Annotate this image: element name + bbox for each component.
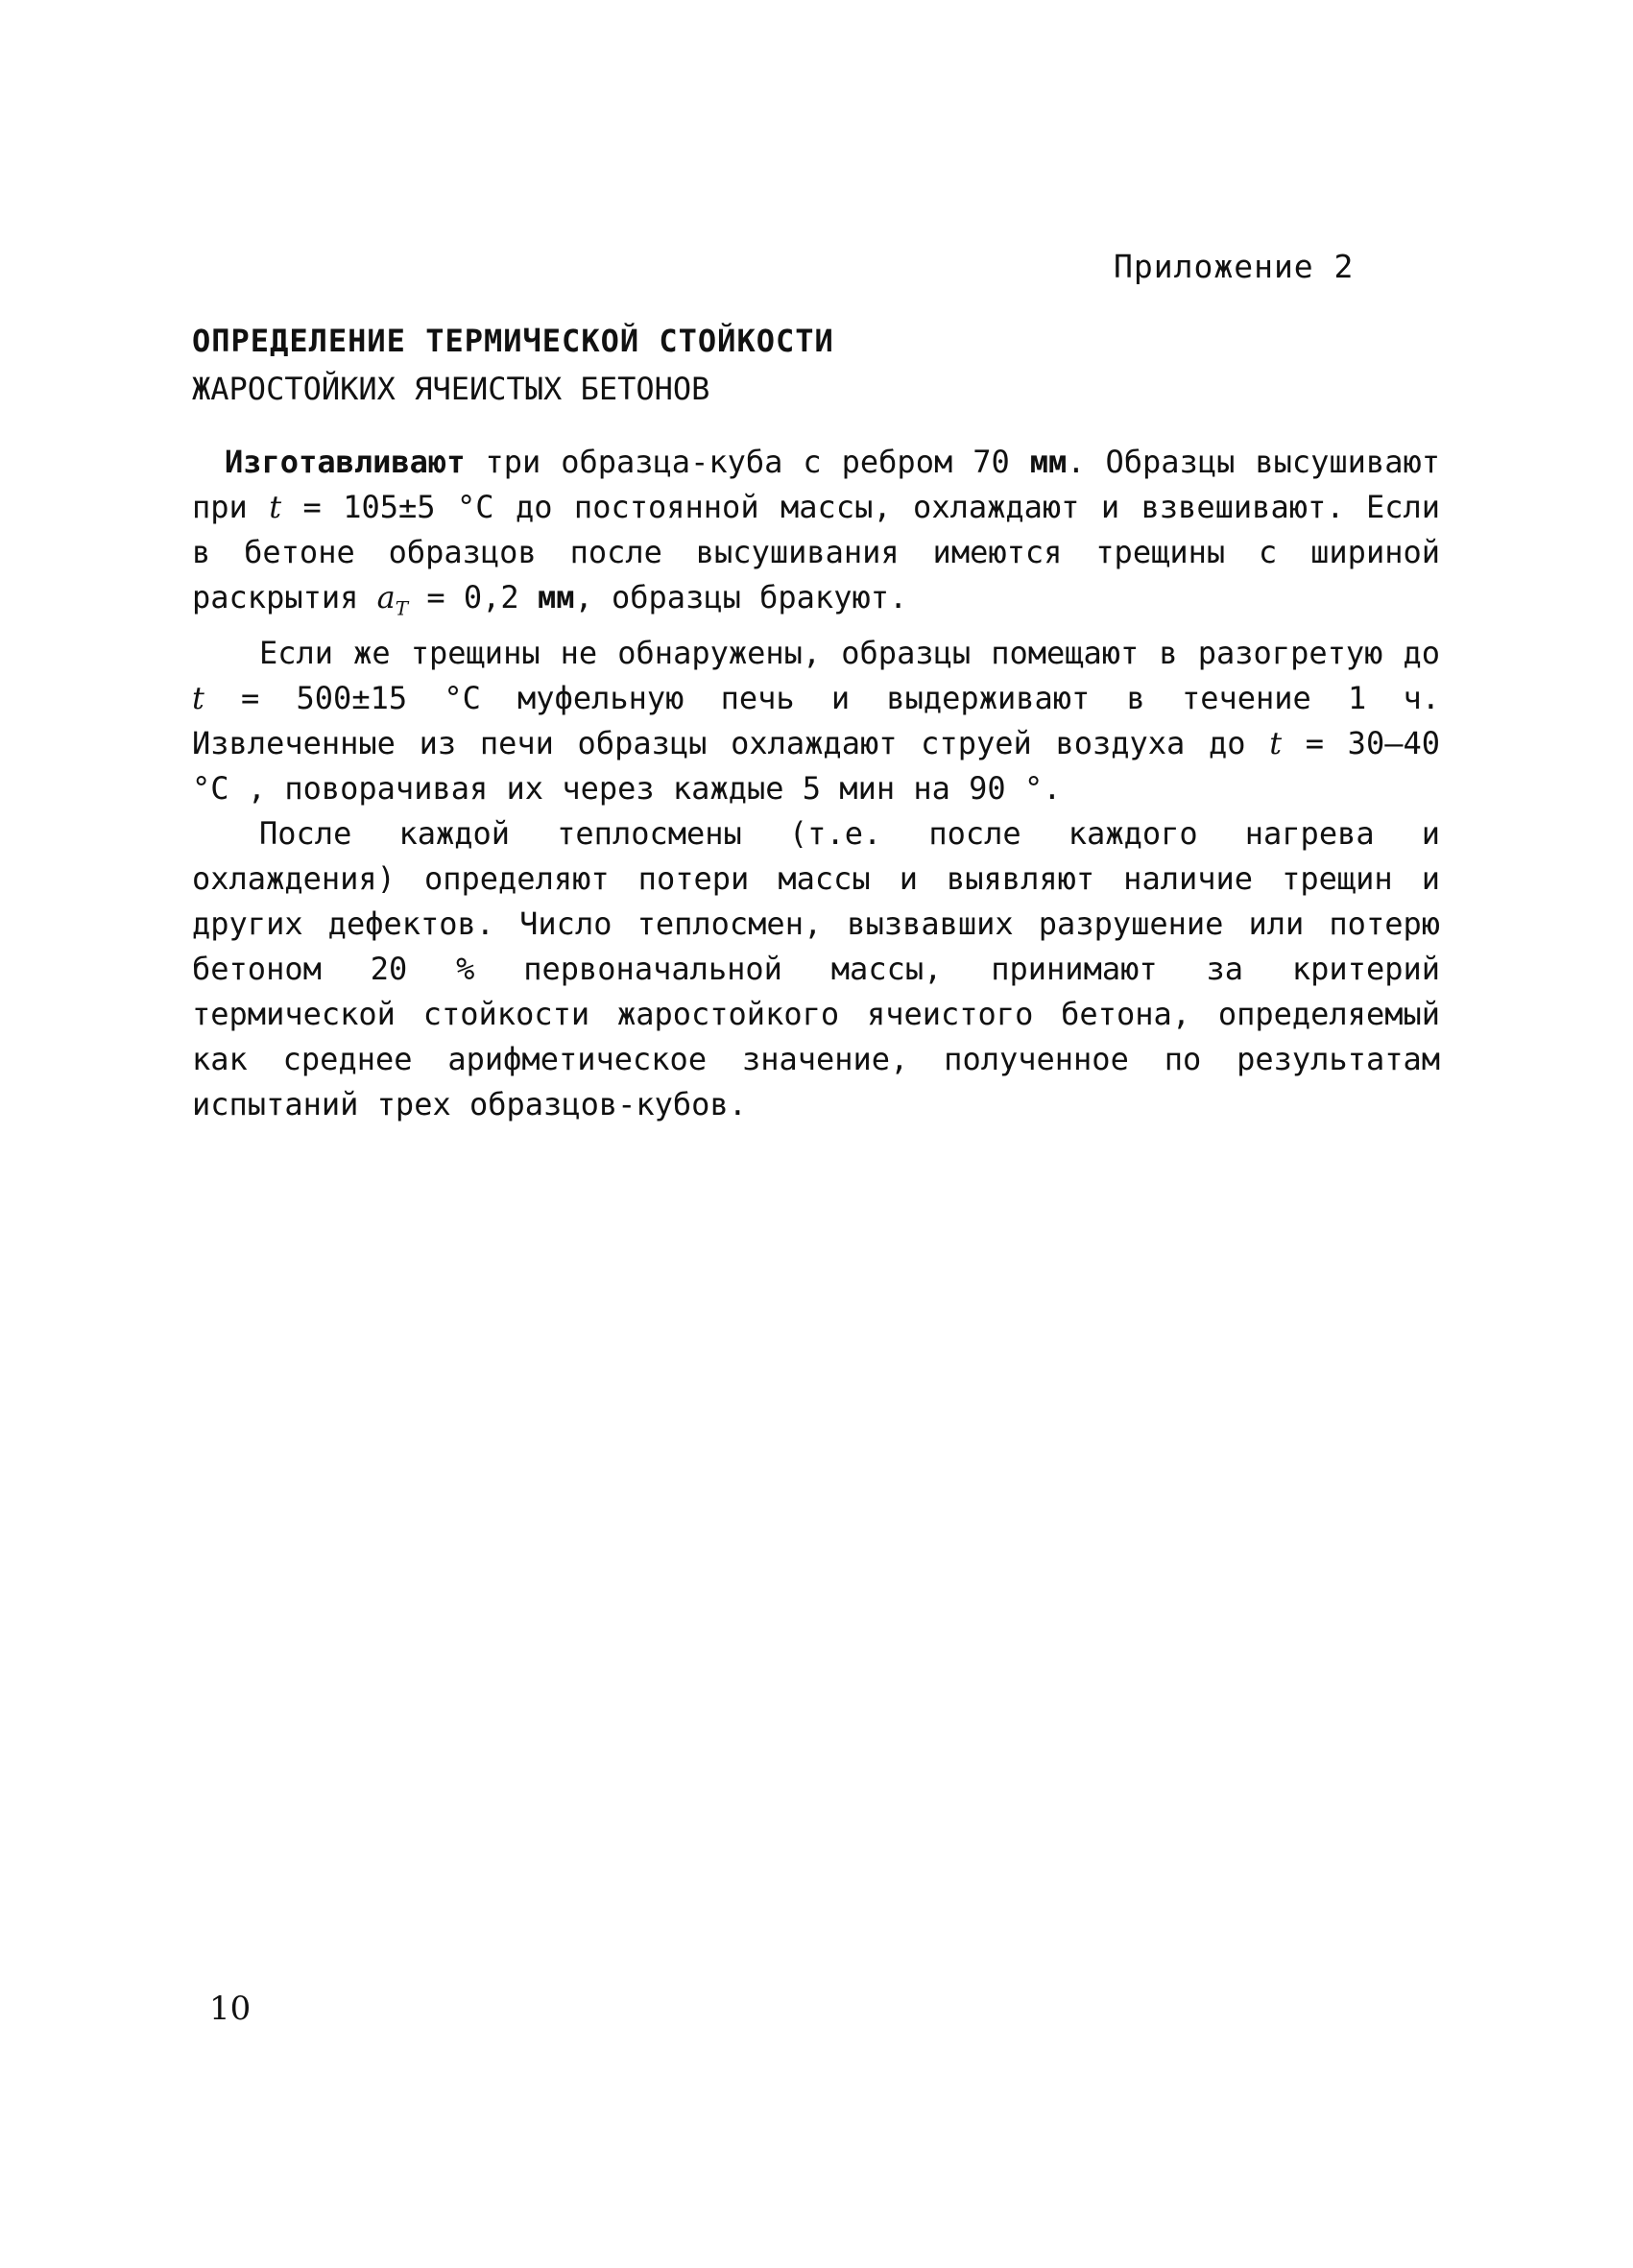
paragraph-2-text-a: Если же трещины не обнаружены, образцы помещают в разогретую до bbox=[259, 635, 1440, 672]
appendix-label: Приложение 2 bbox=[1114, 248, 1355, 285]
paragraph-1-text-b: . Образцы высушивают при bbox=[192, 444, 1441, 525]
paragraph-2-text-c: = 30–40 °С , поворачивая их через каждые 5 мин на 90 °. bbox=[192, 725, 1440, 808]
page-number: 10 bbox=[209, 1990, 252, 2028]
title-line-1: ОПРЕДЕЛЕНИЕ ТЕРМИЧЕСКОЙ СТОЙКОСТИ bbox=[192, 323, 834, 359]
body-text bbox=[192, 440, 1440, 1127]
temperature-symbol: t bbox=[269, 489, 282, 525]
paragraph-1-text-e: , образцы бракуют. bbox=[574, 579, 908, 615]
paragraph-2-text-b: = 500±15 °С муфельную печь и выдерживают в течение 1 ч. Извлеченные из печи образцы охлаждают струей воздуха до bbox=[192, 680, 1440, 762]
paragraph-1-text-d: = 0,2 bbox=[408, 579, 538, 615]
paragraph-1 bbox=[192, 440, 1440, 631]
title-line-2: ЖАРОСТОЙКИХ ЯЧЕИСТЫХ БЕТОНОВ bbox=[192, 371, 710, 407]
paragraph-1-lead: Изготавливают bbox=[225, 444, 466, 480]
paragraph-2 bbox=[192, 631, 1440, 811]
paragraph-1-unit-mm-2: мм bbox=[537, 579, 575, 615]
paragraph-1-unit-mm: мм bbox=[1029, 444, 1068, 480]
paragraph-1-text-c: = 105±5 °С до постоянной массы, охлаждают и взвешивают. Если в бетоне образцов после высушивания имеются трещины с шириной раскрытия bbox=[192, 489, 1441, 615]
crack-width-subscript: T bbox=[395, 596, 409, 620]
paragraph-1-text-a: три образца-куба с ребром 70 bbox=[465, 444, 1030, 480]
temperature-symbol-3: t bbox=[1269, 725, 1283, 762]
crack-width-symbol: a bbox=[376, 579, 396, 615]
temperature-symbol-2: t bbox=[192, 680, 204, 717]
document-title bbox=[192, 317, 834, 413]
paragraph-3: После каждой теплосмены (т.е. после каждого нагрева и охлаждения) определяют потери массы и выявляют наличие трещин и других дефектов. Число теплосмен, вызвавших разрушение или потерю бетоном 20 % первоначальной массы, принимают за критерий термической стойкости жаростойкого ячеистого бетона, определяемый как среднее арифметическое значение, полученное по результатам испытаний трех образцов-кубов. bbox=[192, 815, 1440, 1123]
